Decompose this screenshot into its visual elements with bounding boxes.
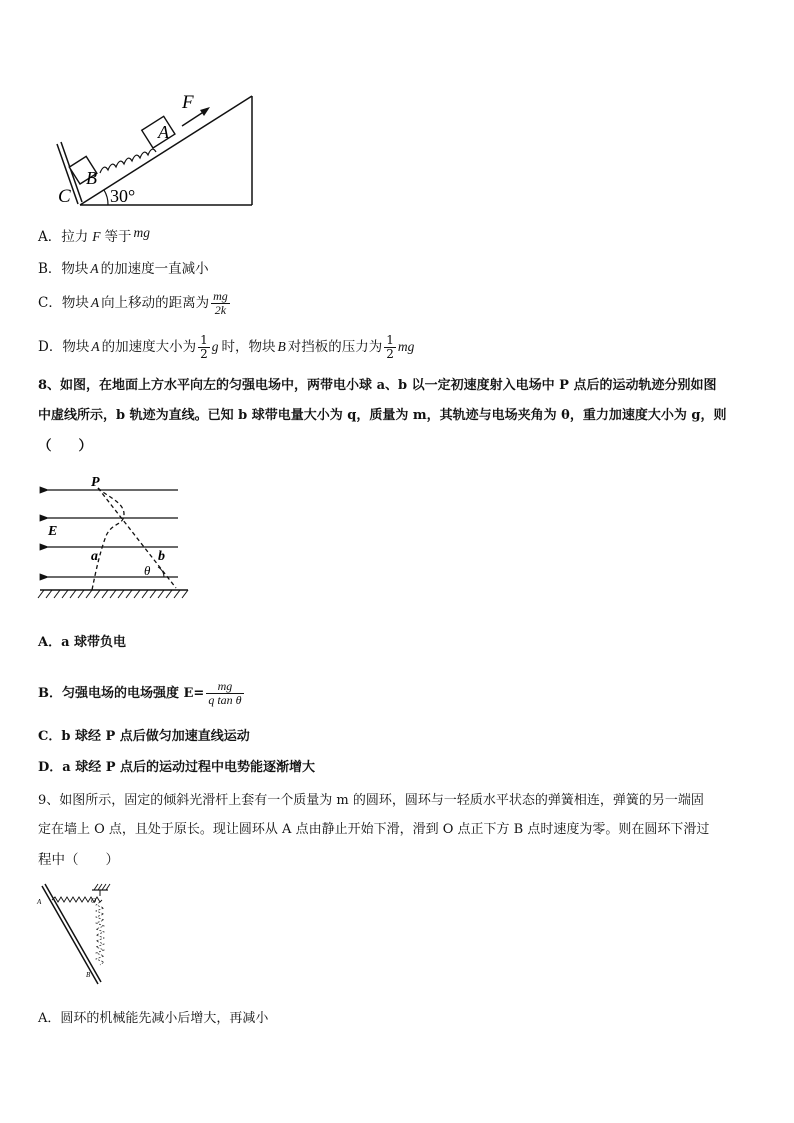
block-b-label: B — [86, 168, 97, 188]
trajectory-a-label: a — [91, 549, 98, 564]
half-fraction-2: $\frac{1}{2}$ — [386, 333, 394, 361]
q7-option-a: A．拉力 F 等于 mg — [38, 225, 150, 245]
q8-stem-line-3: （ ） — [38, 438, 92, 454]
angle-theta-label: θ — [144, 563, 151, 578]
q8-stem-line-1: 8、如图，在地面上方水平向左的匀强电场中，两带电小球 a、b 以一定初速度射入电场中 P 点后的运动轨迹分别如图 — [38, 378, 717, 393]
distance-fraction: $\frac{mg}{2k}$ — [213, 289, 228, 317]
point-a-label: A — [37, 898, 42, 906]
q7-option-b: B．物块 A 的加速度一直减小 — [38, 261, 209, 277]
block-a-label: A — [158, 122, 169, 142]
q9-stem-line-2: 定在墙上 O 点，且处于原长。现让圆环从 A 点由静止开始下滑，滑到 O 点正下方 B 点时速度为零。则在圆环下滑过 — [38, 822, 710, 837]
q9-stem-line-1: 9、如图所示，固定的倾斜光滑杆上套有一个质量为 m 的圆环，圆环与一轻质水平状态的弹簧相连，弹簧的另一端固 — [38, 793, 704, 808]
q9-option-a: A．圆环的机械能先减小后增大，再减小 — [38, 1011, 269, 1026]
q9-stem-line-3: 程中（ ） — [38, 852, 119, 868]
electric-field-figure — [36, 474, 196, 602]
q8-stem-line-2: 中虚线所示，b 轨迹为直线。已知 b 球带电量大小为 q，质量为 m，其轨迹与电场夹角为 θ，重力加速度大小为 g，则 — [38, 408, 727, 423]
q8-option-b: B．匀强电场的电场强度 E= $\frac{mg}{\text{q tan θ}}$ — [38, 679, 242, 707]
q8-option-d: D．a 球经 P 点后的运动过程中电势能逐渐增大 — [38, 760, 316, 775]
q7-option-c: C．物块 A 向上移动的距离为 $\frac{mg}{2k}$ — [38, 289, 228, 317]
inclined-rod-figure — [34, 882, 118, 988]
field-strength-fraction: $\frac{mg}{\text{q tan θ}}$ — [208, 679, 242, 707]
point-p-label: P — [91, 475, 100, 490]
q7-option-d: D．物块 A 的加速度大小为 $\frac{1}{2}$ g 时，物块 B 对挡板的压力为 $\frac{1}{2}$ mg — [38, 333, 415, 361]
trajectory-b-label: b — [158, 549, 165, 564]
point-b-label: B — [86, 971, 91, 979]
plate-c-label: C — [58, 186, 71, 207]
field-e-label: E — [48, 524, 58, 539]
half-fraction-1: $\frac{1}{2}$ — [200, 333, 208, 361]
q8-option-c: C．b 球经 P 点后做匀加速直线运动 — [38, 729, 250, 744]
incline-spring-figure — [50, 88, 265, 213]
point-o-label: O — [91, 897, 97, 905]
angle-label: 30° — [110, 186, 136, 206]
q8-option-a: A．a 球带负电 — [38, 635, 127, 650]
force-label: F — [182, 92, 194, 113]
